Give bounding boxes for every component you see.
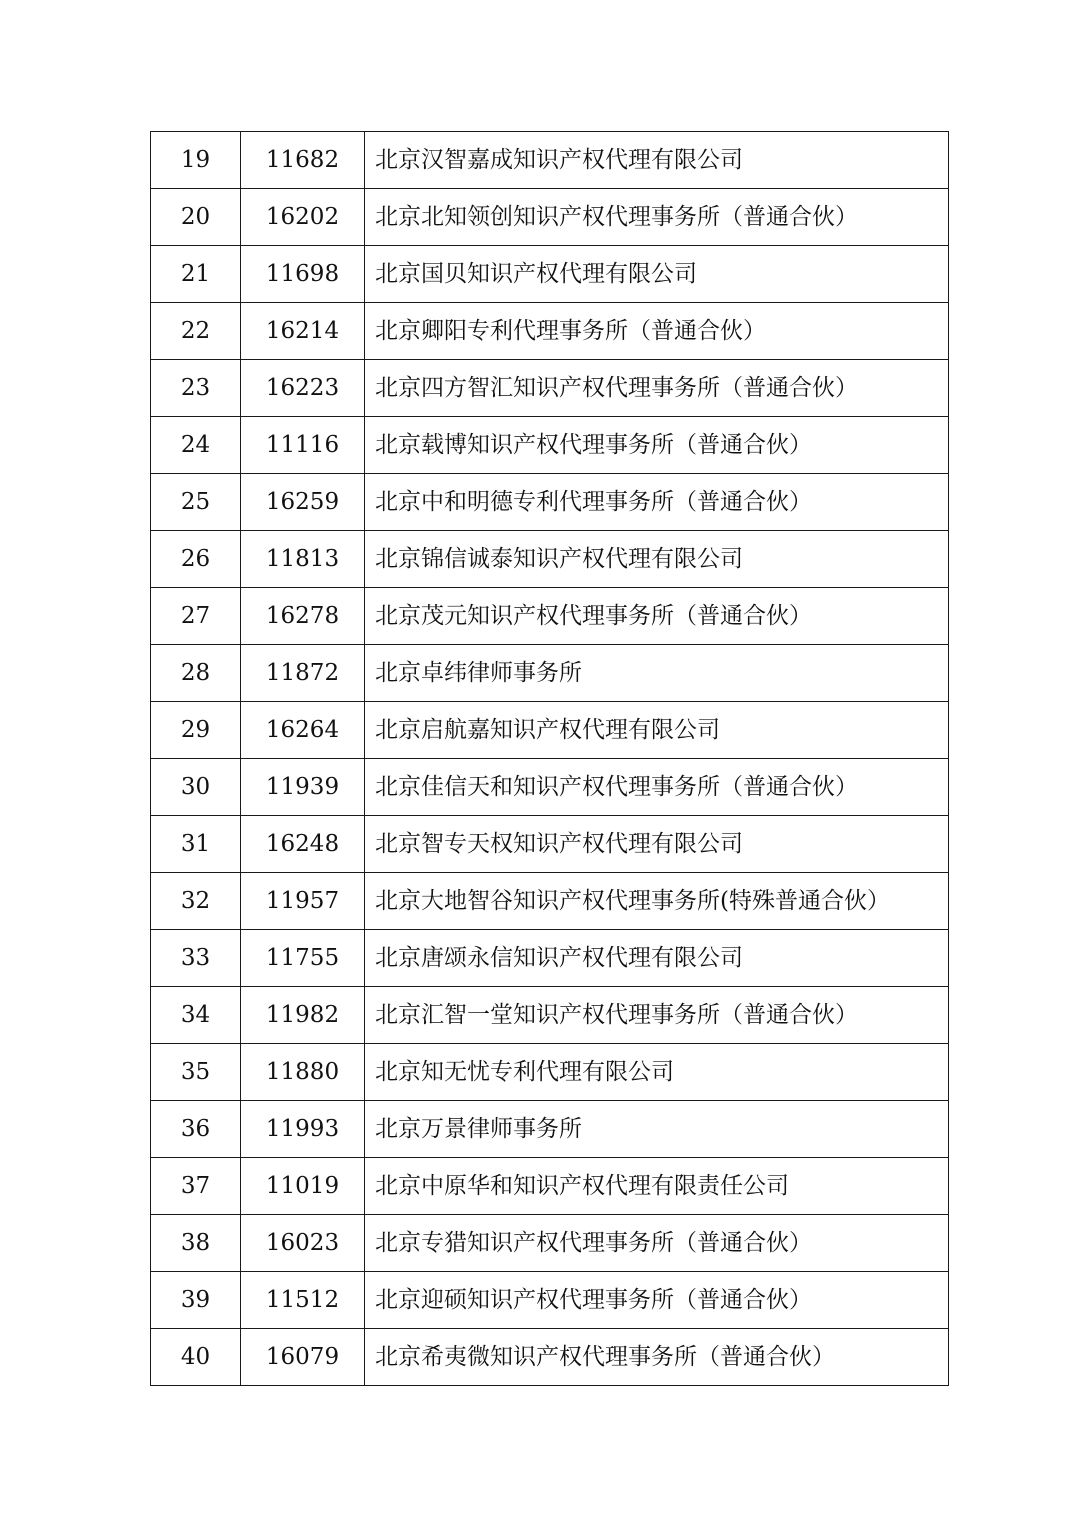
table-row [151, 417, 949, 474]
table-row [151, 189, 949, 246]
agency-code: 11813 [241, 531, 365, 588]
row-number: 26 [151, 531, 241, 588]
agency-name: 北京希夷微知识产权代理事务所（普通合伙） [365, 1329, 949, 1386]
table-row [151, 873, 949, 930]
table-row [151, 1158, 949, 1215]
table-row [151, 303, 949, 360]
agency-name: 北京万景律师事务所 [365, 1101, 949, 1158]
agency-code: 11698 [241, 246, 365, 303]
agency-code: 16214 [241, 303, 365, 360]
agency-code: 16023 [241, 1215, 365, 1272]
table-row [151, 1215, 949, 1272]
row-number: 36 [151, 1101, 241, 1158]
table-row [151, 816, 949, 873]
table-row [151, 645, 949, 702]
table-row [151, 531, 949, 588]
agency-name: 北京北知领创知识产权代理事务所（普通合伙） [365, 189, 949, 246]
agency-code: 11116 [241, 417, 365, 474]
row-number: 34 [151, 987, 241, 1044]
agency-list-body [151, 132, 949, 1386]
agency-code: 11682 [241, 132, 365, 189]
agency-name: 北京茂元知识产权代理事务所（普通合伙） [365, 588, 949, 645]
agency-code: 11512 [241, 1272, 365, 1329]
agency-name: 北京大地智谷知识产权代理事务所(特殊普通合伙） [365, 873, 949, 930]
table-row [151, 930, 949, 987]
row-number: 39 [151, 1272, 241, 1329]
agency-list-table [150, 131, 949, 1386]
agency-name: 北京迎硕知识产权代理事务所（普通合伙） [365, 1272, 949, 1329]
row-number: 37 [151, 1158, 241, 1215]
agency-name: 北京汇智一堂知识产权代理事务所（普通合伙） [365, 987, 949, 1044]
row-number: 33 [151, 930, 241, 987]
agency-code: 16223 [241, 360, 365, 417]
agency-code: 11880 [241, 1044, 365, 1101]
agency-name: 北京锦信诚泰知识产权代理有限公司 [365, 531, 949, 588]
agency-code: 11755 [241, 930, 365, 987]
row-number: 27 [151, 588, 241, 645]
agency-code: 11872 [241, 645, 365, 702]
agency-name: 北京卿阳专利代理事务所（普通合伙） [365, 303, 949, 360]
agency-code: 16079 [241, 1329, 365, 1386]
agency-code: 16202 [241, 189, 365, 246]
table-row [151, 1044, 949, 1101]
agency-name: 北京汉智嘉成知识产权代理有限公司 [365, 132, 949, 189]
agency-name: 北京专猎知识产权代理事务所（普通合伙） [365, 1215, 949, 1272]
row-number: 28 [151, 645, 241, 702]
agency-name: 北京国贝知识产权代理有限公司 [365, 246, 949, 303]
table-row [151, 360, 949, 417]
table-row [151, 1329, 949, 1386]
row-number: 24 [151, 417, 241, 474]
table-row [151, 1272, 949, 1329]
table-row [151, 987, 949, 1044]
table-row [151, 702, 949, 759]
agency-name: 北京中原华和知识产权代理有限责任公司 [365, 1158, 949, 1215]
table-row [151, 759, 949, 816]
agency-code: 16264 [241, 702, 365, 759]
row-number: 23 [151, 360, 241, 417]
row-number: 35 [151, 1044, 241, 1101]
row-number: 20 [151, 189, 241, 246]
agency-code: 16248 [241, 816, 365, 873]
agency-code: 11982 [241, 987, 365, 1044]
row-number: 32 [151, 873, 241, 930]
agency-code: 16278 [241, 588, 365, 645]
agency-name: 北京卓纬律师事务所 [365, 645, 949, 702]
table-row [151, 1101, 949, 1158]
table-row [151, 246, 949, 303]
agency-code: 11957 [241, 873, 365, 930]
row-number: 19 [151, 132, 241, 189]
row-number: 25 [151, 474, 241, 531]
agency-name: 北京唐颂永信知识产权代理有限公司 [365, 930, 949, 987]
table-row [151, 588, 949, 645]
agency-name: 北京四方智汇知识产权代理事务所（普通合伙） [365, 360, 949, 417]
agency-code: 16259 [241, 474, 365, 531]
agency-name: 北京知无忧专利代理有限公司 [365, 1044, 949, 1101]
agency-name: 北京智专天权知识产权代理有限公司 [365, 816, 949, 873]
agency-code: 11939 [241, 759, 365, 816]
agency-code: 11019 [241, 1158, 365, 1215]
agency-name: 北京载博知识产权代理事务所（普通合伙） [365, 417, 949, 474]
row-number: 21 [151, 246, 241, 303]
agency-code: 11993 [241, 1101, 365, 1158]
agency-name: 北京中和明德专利代理事务所（普通合伙） [365, 474, 949, 531]
row-number: 30 [151, 759, 241, 816]
row-number: 38 [151, 1215, 241, 1272]
row-number: 31 [151, 816, 241, 873]
table-row [151, 474, 949, 531]
table-row [151, 132, 949, 189]
row-number: 29 [151, 702, 241, 759]
row-number: 22 [151, 303, 241, 360]
row-number: 40 [151, 1329, 241, 1386]
agency-name: 北京启航嘉知识产权代理有限公司 [365, 702, 949, 759]
agency-name: 北京佳信天和知识产权代理事务所（普通合伙） [365, 759, 949, 816]
